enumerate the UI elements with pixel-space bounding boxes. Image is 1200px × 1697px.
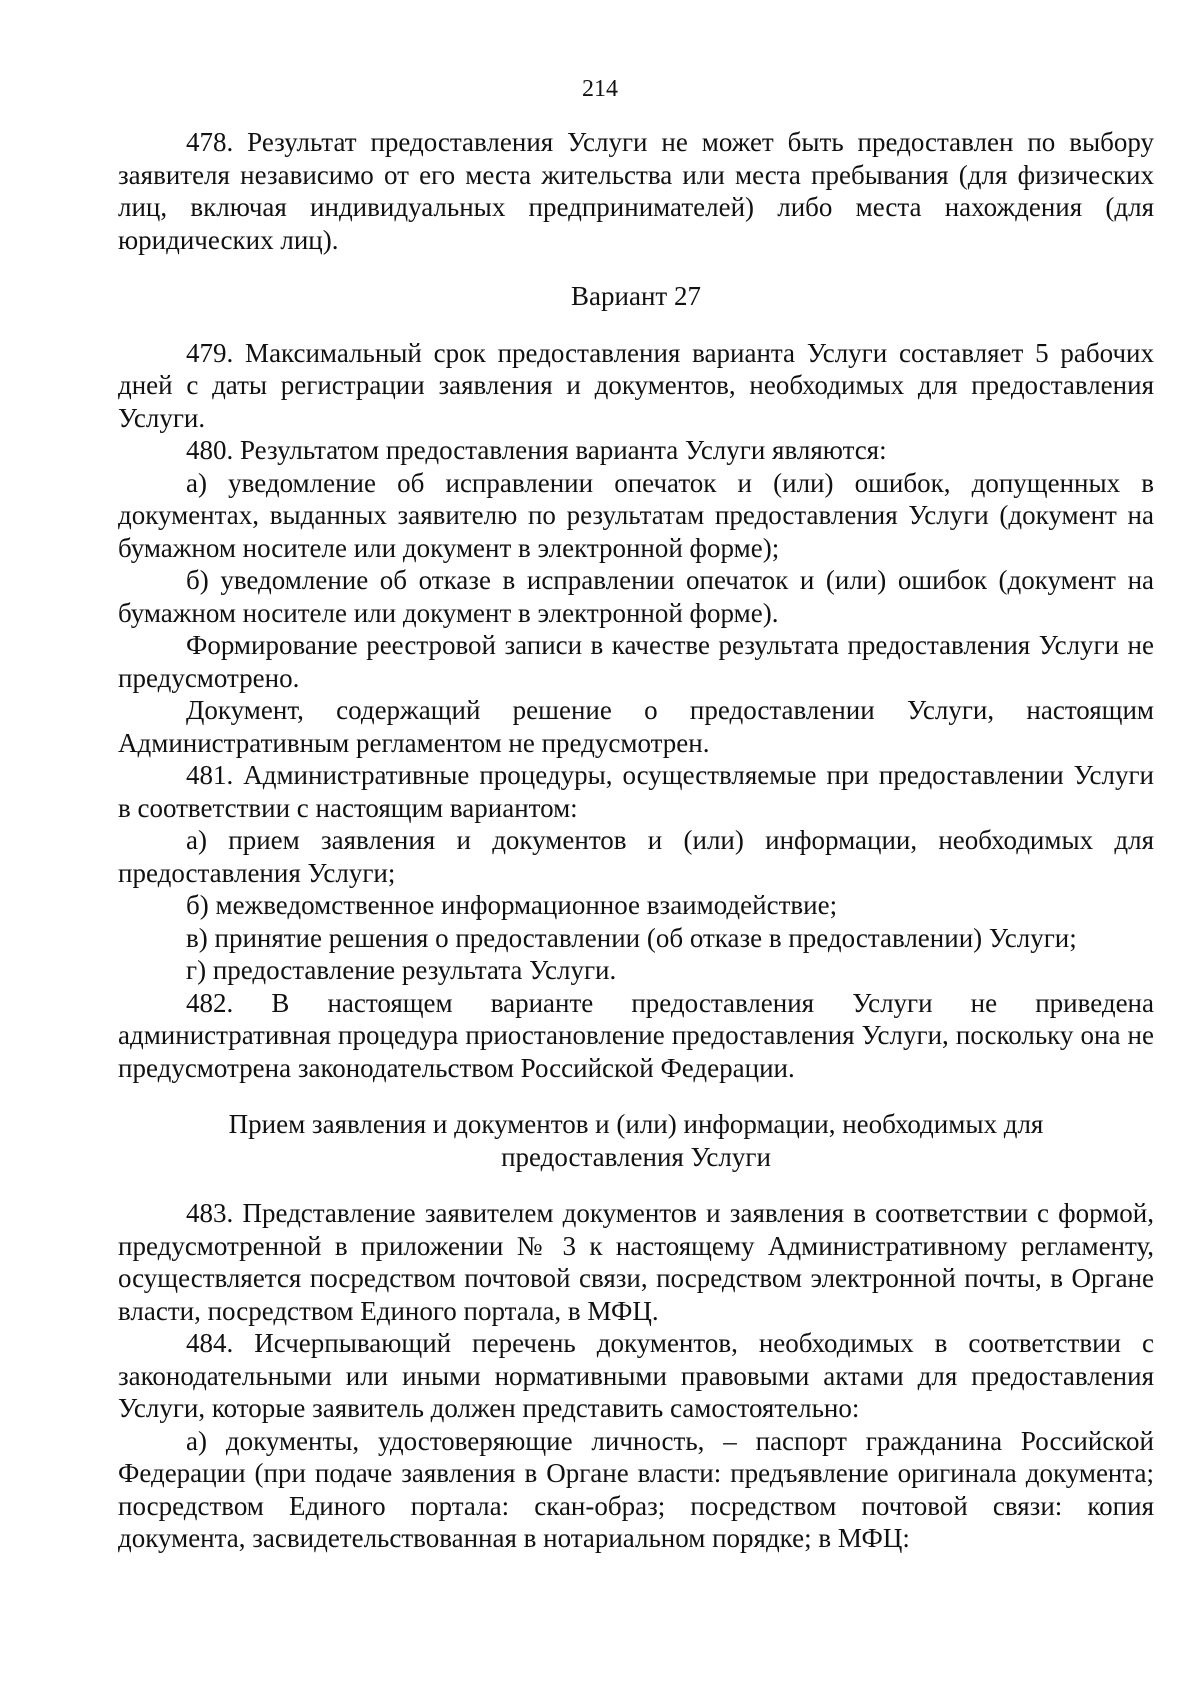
document-body xyxy=(118,126,1154,1555)
paragraph-480-a: а) уведомление об исправлении опечаток и (или) ошибок, допущенных в документах, выданных заявителю по результатам предоставления Услуги (документ на бумажном носителе или документ в электронной форме); xyxy=(118,467,1154,563)
paragraph-482: 482. В настоящем варианте предоставления Услуги не приведена административная процедура приостановление предоставления Услуги, поскольку она не предусмотрена законодательством Российской Федерации. xyxy=(118,987,1154,1083)
paragraph-479: 479. Максимальный срок предоставления варианта Услуги составляет 5 рабочих дней с даты регистрации заявления и документов, необходимых для предоставления Услуги. xyxy=(118,337,1154,433)
paragraph-480-b: б) уведомление об отказе в исправлении опечаток и (или) ошибок (документ на бумажном носителе или документ в электронной форме). xyxy=(118,565,1154,628)
paragraph-481-b: б) межведомственное информационное взаимодействие; xyxy=(186,890,838,920)
page-number: 214 xyxy=(582,76,618,102)
paragraph-478: 478. Результат предоставления Услуги не может быть предоставлен по выбору заявителя независимо от его места жительства или места пребывания (для физических лиц, включая индивидуальных предпринимателей) либо места нахождения (для юридических лиц). xyxy=(118,127,1154,255)
paragraph-registry-record: Формирование реестровой записи в качестве результата предоставления Услуги не предусмотрено. xyxy=(118,630,1154,693)
paragraph-481: 481. Административные процедуры, осуществляемые при предоставлении Услуги в соответствии с настоящим вариантом: xyxy=(118,760,1154,823)
paragraph-480: 480. Результатом предоставления варианта Услуги являются: xyxy=(186,435,887,465)
heading-section-line-1: Прием заявления и документов и (или) информации, необходимых для xyxy=(228,1109,1044,1139)
paragraph-decision-document: Документ, содержащий решение о предоставлении Услуги, настоящим Административным регламентом не предусмотрен. xyxy=(118,695,1154,758)
paragraph-481-a: а) прием заявления и документов и (или) информации, необходимых для предоставления Услуги; xyxy=(118,825,1154,888)
heading-variant: Вариант 27 xyxy=(571,281,701,311)
paragraph-481-g: г) предоставление результата Услуги. xyxy=(186,955,617,985)
heading-section-line-2: предоставления Услуги xyxy=(501,1141,771,1172)
paragraph-481-v: в) принятие решения о предоставлении (об отказе в предоставлении) Услуги; xyxy=(186,922,1077,953)
paragraph-484: 484. Исчерпывающий перечень документов, необходимых в соответствии с законодательными или иными нормативными правовыми актами для предоставления Услуги, которые заявитель должен представить самостоятельно: xyxy=(118,1328,1154,1423)
paragraph-484-a: а) документы, удостоверяющие личность, – паспорт гражданина Российской Федерации (при подаче заявления в Органе власти: предъявление оригинала документа; посредством Единого портала: скан-образ; посредством почтовой связи: копия документа, засвидетельствованная в нотариальном порядке; в МФЦ: xyxy=(118,1425,1154,1553)
paragraph-483: 483. Представление заявителем документов и заявления в соответствии с формой, предусмотренной в приложении № 3 к настоящему Административному регламенту, осуществляется посредством почтовой связи, посредством электронной почты, в Органе власти, посредством Единого портала, в МФЦ. xyxy=(118,1198,1154,1326)
